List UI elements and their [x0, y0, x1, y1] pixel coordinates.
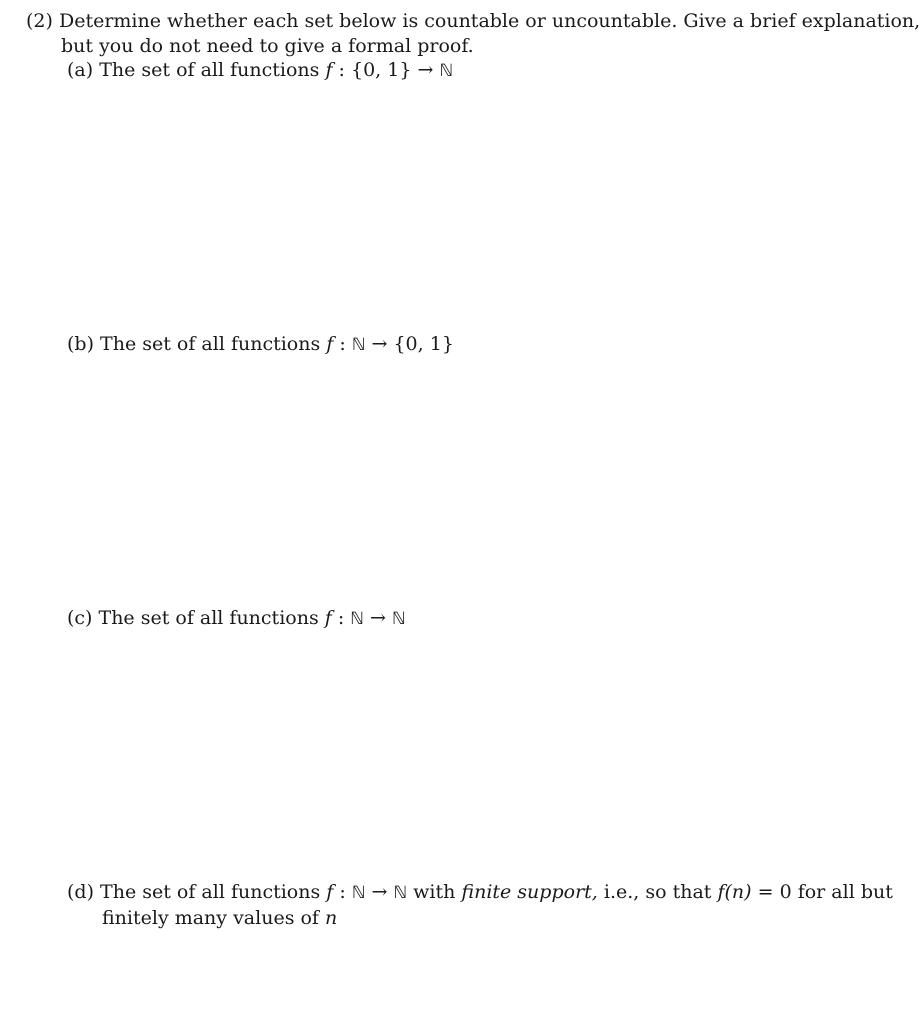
- part-a-label: (a): [67, 59, 94, 81]
- part-b-codomain: {0, 1}: [393, 333, 454, 355]
- part-d-codomain: ℕ: [393, 883, 408, 903]
- part-a-f: f: [325, 59, 333, 81]
- part-c-codomain: ℕ: [391, 609, 406, 629]
- part-d-equals: = 0 for all but: [757, 881, 893, 903]
- part-d-fn: f(n): [717, 881, 752, 903]
- part-c: [67, 606, 406, 632]
- part-d-text: The set of all functions: [100, 881, 321, 903]
- part-d-line2-text: finitely many values of: [102, 907, 319, 929]
- part-a-arrow: →: [417, 59, 434, 81]
- part-c-colon: :: [337, 607, 345, 629]
- problem-header: [26, 9, 920, 59]
- part-d-finite-support: finite support,: [461, 881, 598, 903]
- part-c-arrow: →: [369, 607, 386, 629]
- part-c-f: f: [324, 607, 332, 629]
- part-a-domain: {0, 1}: [350, 59, 412, 81]
- part-d: [67, 880, 893, 931]
- part-a-text: The set of all functions: [99, 59, 320, 81]
- part-b-f: f: [326, 333, 334, 355]
- part-b-arrow: →: [371, 333, 388, 355]
- part-d-with: with: [413, 881, 456, 903]
- problem-instruction-line1: Determine whether each set below is countable or uncountable. Give a brief explanation,: [58, 10, 920, 32]
- part-a: [67, 58, 453, 84]
- part-d-ie: i.e., so that: [603, 881, 712, 903]
- part-b-domain: ℕ: [351, 335, 366, 355]
- part-a-colon: :: [338, 59, 345, 81]
- part-d-colon: :: [339, 881, 346, 903]
- part-d-domain: ℕ: [351, 883, 366, 903]
- part-d-label: (d): [67, 881, 94, 903]
- part-c-label: (c): [67, 607, 93, 629]
- problem-number: (2): [26, 10, 53, 32]
- part-c-text: The set of all functions: [98, 607, 319, 629]
- part-b-colon: :: [339, 333, 346, 355]
- part-d-n: n: [325, 907, 338, 929]
- part-d-f: f: [326, 881, 334, 903]
- part-a-codomain: ℕ: [439, 61, 454, 81]
- part-d-arrow: →: [371, 881, 388, 903]
- problem-instruction-line2: but you do not need to give a formal proof.: [61, 35, 474, 57]
- part-b: [67, 332, 454, 358]
- part-b-text: The set of all functions: [100, 333, 321, 355]
- part-c-domain: ℕ: [350, 609, 364, 629]
- part-b-label: (b): [67, 333, 94, 355]
